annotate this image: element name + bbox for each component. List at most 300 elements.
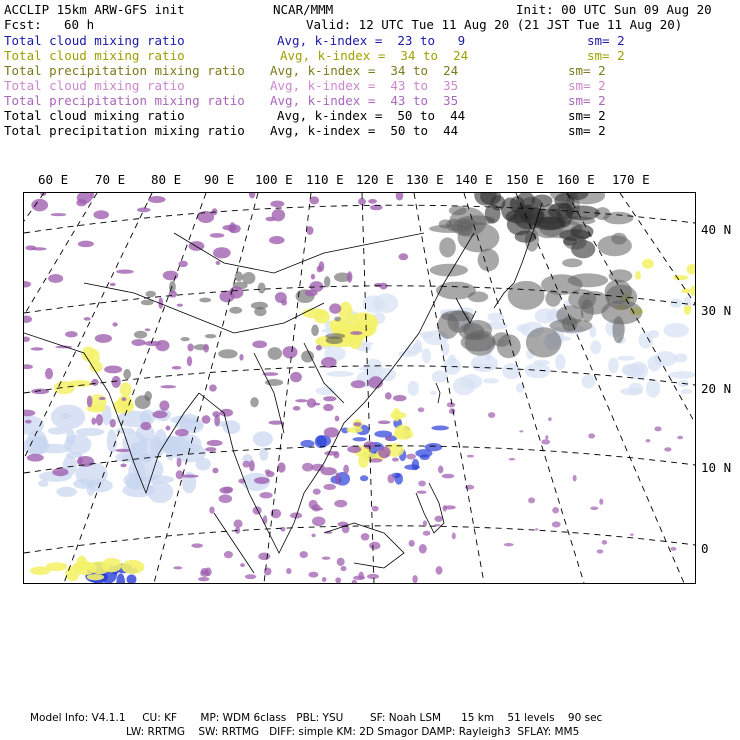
mid-precip-purple [87, 395, 93, 407]
mid-precip-purple [253, 506, 262, 514]
mid-precip-purple [264, 568, 272, 576]
mid-cloud-yellow-patch [121, 560, 144, 574]
mid-precip-purple [212, 411, 220, 417]
mid-precip-purple [27, 454, 44, 462]
mid-precip-purple [311, 274, 315, 280]
longitude-label: 130 E [406, 172, 444, 187]
mid-precip-purple [347, 446, 361, 453]
low-cloud-field [66, 429, 75, 446]
high-cloud-gray [268, 347, 282, 360]
mid-precip-purple [535, 528, 538, 530]
high-cloud-gray [436, 282, 476, 300]
mid-precip-purple [219, 494, 233, 503]
map-panel [23, 192, 696, 584]
mid-precip-purple [176, 470, 184, 479]
mid-precip-purple [519, 430, 523, 432]
longitude-label: 150 E [506, 172, 544, 187]
low-cloud-field [669, 371, 695, 379]
mid-precip-purple [367, 574, 379, 579]
mid-precip-purple [140, 422, 151, 430]
mid-precip-purple [588, 433, 595, 438]
mid-cloud-yellow-patch [687, 264, 695, 274]
coastline [436, 383, 440, 403]
low-cloud-blue-cell [116, 573, 125, 583]
longitude-label: 90 E [204, 172, 235, 187]
mid-precip-purple [452, 533, 456, 540]
mid-precip-purple [24, 410, 35, 417]
mid-precip-purple [65, 331, 78, 337]
mid-precip-purple [205, 447, 216, 452]
low-cloud-field [408, 381, 419, 396]
high-cloud-gray [429, 224, 470, 232]
mid-precip-purple [293, 406, 301, 411]
mid-precip-purple [280, 527, 285, 532]
high-cloud-gray [545, 291, 561, 307]
mid-precip-purple [295, 399, 308, 402]
high-cloud-gray [229, 307, 242, 314]
mid-precip-purple [78, 456, 83, 464]
high-cloud-gray [123, 369, 131, 379]
mid-precip-purple [438, 466, 443, 474]
low-cloud-field [56, 487, 76, 497]
mid-precip-purple [121, 397, 126, 401]
mid-precip-purple [449, 408, 455, 414]
fcst-label: Fcst: [4, 17, 42, 32]
high-cloud-gray [301, 350, 314, 362]
low-cloud-field [259, 448, 268, 461]
mid-precip-purple [203, 344, 209, 353]
longitude-gridline [24, 193, 44, 583]
legend-field: Total cloud mixing ratio [4, 108, 185, 123]
mid-precip-purple [299, 551, 307, 558]
mid-precip-purple [201, 568, 209, 575]
mid-cloud-yellow-patch [46, 562, 68, 571]
mid-precip-purple [177, 458, 182, 467]
low-cloud-field [175, 421, 202, 430]
low-cloud-field [472, 363, 495, 368]
model-info-line1: Model Info: V4.1.1 CU: KF MP: WDM 6class PBL: YSU SF: Noah LSM 15 km 51 levels 90 sec [30, 712, 603, 724]
mid-precip-purple [442, 474, 454, 479]
mid-precip-purple [317, 266, 322, 273]
legend-avg-range: Avg, k-index = 34 to 24 [280, 48, 469, 63]
mid-precip-purple [160, 385, 176, 388]
mid-precip-purple [406, 454, 416, 460]
mid-precip-purple [412, 575, 417, 583]
latitude-label: 20 N [701, 381, 732, 396]
mid-cloud-yellow-patch [302, 308, 328, 318]
mid-precip-purple [447, 402, 456, 407]
low-cloud-field [608, 358, 618, 373]
high-cloud-gray [441, 311, 474, 322]
mid-precip-purple [548, 417, 552, 421]
mid-precip-purple [45, 368, 53, 379]
model-info-line2: LW: RRTMG SW: RRTMG DIFF: simple KM: 2D Smagor DAMP: Rayleigh3 SFLAY: MM5 [126, 726, 580, 738]
mid-precip-purple [177, 304, 183, 307]
latitude-label: 10 N [701, 460, 732, 475]
mid-precip-purple [664, 447, 671, 451]
mid-precip-purple [368, 199, 377, 204]
mid-precip-purple [552, 507, 559, 513]
mid-precip-purple [93, 210, 109, 219]
mid-precip-purple [202, 415, 211, 424]
map-canvas [24, 193, 695, 583]
mid-precip-purple [307, 398, 316, 407]
high-cloud-gray [597, 235, 631, 256]
mid-precip-purple [99, 397, 106, 400]
legend-field: Total cloud mixing ratio [4, 78, 185, 93]
mid-precip-purple [385, 392, 392, 399]
mid-precip-purple [337, 558, 345, 566]
mid-precip-purple [166, 426, 171, 431]
mid-precip-purple [223, 486, 233, 492]
mid-cloud-yellow-patch [690, 286, 695, 296]
low-cloud-field [674, 353, 687, 362]
mid-precip-purple [552, 521, 561, 527]
mid-precip-purple [175, 429, 189, 437]
high-cloud-gray [242, 272, 255, 284]
mid-precip-purple [234, 520, 243, 528]
mid-precip-purple [286, 568, 291, 574]
mid-precip-purple [369, 542, 380, 550]
longitude-label: 60 E [38, 172, 69, 187]
high-cloud-dark [532, 195, 553, 208]
mid-precip-purple [137, 208, 151, 213]
high-cloud-gray [135, 395, 151, 409]
mid-precip-purple [159, 400, 169, 410]
mid-precip-purple [654, 426, 661, 431]
mid-precip-purple [209, 507, 214, 514]
longitude-label: 140 E [455, 172, 493, 187]
mid-precip-purple [541, 439, 550, 444]
mid-precip-purple [219, 291, 234, 303]
mid-precip-purple [224, 551, 233, 558]
low-cloud-blue-cell [404, 464, 420, 470]
mid-precip-purple [131, 339, 145, 346]
mid-precip-purple [191, 543, 203, 548]
longitude-gridline [362, 193, 374, 583]
low-cloud-field [617, 356, 635, 361]
high-cloud-gray [235, 271, 243, 281]
mid-precip-purple [265, 469, 271, 474]
low-cloud-field [48, 427, 69, 434]
mid-precip-purple [335, 472, 340, 484]
valid-time: Valid: 12 UTC Tue 11 Aug 20 (21 JST Tue 11 Aug 20) [306, 17, 683, 32]
mid-precip-purple [198, 577, 209, 581]
mid-precip-purple [418, 407, 425, 412]
legend-field: Total precipitation mixing ratio [4, 93, 245, 108]
low-cloud-field [107, 429, 117, 453]
mid-precip-purple [352, 580, 357, 583]
mid-precip-purple [573, 475, 577, 482]
legend-field: Total cloud mixing ratio [4, 33, 185, 48]
mid-precip-purple [378, 420, 391, 424]
coastline [174, 233, 424, 273]
mid-precip-purple [243, 461, 251, 468]
longitude-label: 70 E [95, 172, 126, 187]
mid-cloud-yellow-patch [681, 289, 691, 294]
mid-precip-purple [488, 412, 495, 418]
mid-precip-purple [95, 334, 112, 343]
mid-precip-purple [369, 458, 383, 462]
mid-precip-purple [387, 474, 394, 483]
high-cloud-gray [134, 331, 147, 339]
model-title: ACCLIP 15km ARW-GFS init [4, 2, 185, 17]
mid-precip-purple [335, 416, 340, 422]
mid-precip-purple [399, 253, 409, 260]
mid-precip-purple [324, 451, 337, 456]
mid-precip-purple [116, 269, 134, 273]
mid-precip-purple [209, 384, 217, 391]
low-cloud-field [88, 479, 113, 492]
legend-smoothing: sm= 2 [587, 48, 625, 63]
mid-precip-purple [212, 468, 218, 474]
mid-precip-purple [277, 462, 285, 472]
high-cloud-gray [461, 333, 496, 351]
low-cloud-field [639, 332, 653, 348]
mid-cloud-yellow-patch [392, 408, 400, 421]
mid-precip-purple [181, 475, 198, 478]
mid-precip-purple [240, 563, 245, 567]
legend-field: Total precipitation mixing ratio [4, 123, 245, 138]
low-cloud-field [173, 434, 202, 455]
mid-precip-purple [51, 213, 67, 216]
legend-smoothing: sm= 2 [568, 123, 606, 138]
fcst-value: 60 h [64, 17, 95, 32]
mid-precip-purple [351, 380, 366, 388]
mid-precip-purple [646, 439, 651, 443]
longitude-label: 110 E [306, 172, 344, 187]
mid-precip-purple [169, 291, 177, 298]
mid-precip-purple [545, 435, 548, 439]
mid-precip-purple [372, 506, 379, 512]
low-cloud-field [147, 481, 173, 503]
low-cloud-field [26, 430, 47, 455]
high-cloud-gray [258, 283, 266, 294]
mid-precip-purple [25, 420, 32, 424]
coastline [84, 283, 324, 333]
mid-precip-purple [443, 505, 447, 511]
high-cloud-gray [508, 281, 545, 310]
high-cloud-gray [497, 334, 521, 358]
mid-precip-purple [290, 372, 302, 383]
low-cloud-field [663, 323, 688, 337]
mid-precip-purple [630, 534, 634, 536]
high-cloud-gray [526, 327, 562, 357]
mid-precip-purple [353, 422, 361, 426]
legend-smoothing: sm= 2 [568, 78, 606, 93]
legend-avg-range: Avg, k-index = 43 to 35 [270, 93, 459, 108]
mid-precip-purple [216, 261, 221, 265]
mid-precip-purple [436, 566, 443, 574]
high-cloud-gray [326, 336, 343, 344]
low-cloud-field [326, 371, 354, 377]
mid-precip-purple [120, 464, 126, 468]
high-cloud-gray [311, 325, 319, 336]
low-cloud-blue-cell [353, 437, 367, 441]
mid-precip-purple [24, 337, 30, 342]
mid-precip-purple [115, 449, 130, 452]
legend-field: Total cloud mixing ratio [4, 48, 185, 63]
legend-smoothing: sm= 2 [568, 93, 606, 108]
low-cloud-field [555, 354, 565, 370]
mid-precip-purple [148, 196, 166, 203]
low-cloud-field [460, 374, 482, 389]
mid-cloud-yellow-patch [642, 259, 654, 269]
high-cloud-gray [218, 349, 237, 358]
low-cloud-field [432, 370, 448, 382]
mid-precip-purple [323, 404, 334, 411]
mid-precip-purple [112, 322, 117, 326]
mid-precip-purple [419, 544, 427, 554]
mid-precip-purple [24, 281, 31, 287]
mid-precip-purple [677, 436, 683, 440]
high-cloud-gray [612, 316, 624, 343]
mid-precip-purple [322, 577, 327, 582]
mid-precip-purple [173, 566, 182, 569]
low-cloud-field [38, 480, 48, 487]
longitude-label: 120 E [356, 172, 394, 187]
mid-precip-purple [434, 516, 442, 522]
low-cloud-field [412, 343, 419, 349]
mid-precip-purple [259, 492, 272, 498]
mid-precip-purple [361, 533, 370, 540]
mid-precip-purple [269, 236, 285, 244]
mid-precip-purple [358, 572, 363, 580]
mid-precip-purple [306, 226, 313, 235]
mid-precip-purple [418, 480, 426, 486]
mid-precip-purple [423, 531, 431, 536]
legend-smoothing: sm= 2 [568, 108, 606, 123]
longitude-label: 160 E [557, 172, 595, 187]
mid-precip-purple [84, 317, 91, 320]
mid-precip-purple [249, 193, 256, 199]
high-cloud-gray [334, 317, 341, 322]
mid-precip-purple [329, 303, 341, 313]
low-cloud-field [483, 378, 499, 384]
mid-cloud-yellow-patch [346, 427, 362, 433]
high-cloud-gray [250, 397, 258, 407]
legend-avg-range: Avg, k-index = 50 to 44 [270, 123, 459, 138]
mid-precip-purple [96, 414, 103, 426]
low-cloud-blue-cell [394, 473, 403, 485]
latitude-gridline [24, 526, 695, 553]
mid-precip-purple [504, 543, 514, 546]
high-cloud-gray [145, 291, 156, 297]
mid-cloud-yellow-patch [347, 312, 378, 333]
mid-cloud-yellow-patch [120, 382, 132, 396]
mid-cloud-yellow-patch [90, 361, 103, 372]
mid-precip-purple [467, 455, 474, 458]
mid-precip-purple [323, 484, 335, 490]
mid-precip-purple [163, 271, 179, 281]
longitude-label: 100 E [255, 172, 293, 187]
mid-precip-purple [245, 574, 256, 579]
mid-cloud-yellow-patch [54, 381, 75, 394]
low-cloud-blue-cell [127, 574, 137, 583]
low-cloud-blue-cell [300, 440, 314, 448]
mid-precip-purple [31, 347, 44, 350]
mid-precip-purple [597, 549, 604, 553]
high-cloud-gray [439, 237, 456, 257]
high-cloud-dark [548, 203, 574, 220]
mid-precip-purple [670, 547, 676, 551]
mid-precip-purple [396, 193, 404, 201]
mid-precip-purple [599, 498, 603, 504]
mid-precip-purple [322, 557, 331, 560]
low-cloud-field [253, 431, 273, 446]
mid-precip-purple [144, 341, 161, 346]
mid-precip-purple [509, 458, 516, 460]
high-cloud-gray [205, 334, 216, 338]
mid-precip-purple [78, 241, 94, 247]
low-cloud-field [442, 342, 450, 355]
mid-precip-purple [258, 553, 270, 561]
mid-precip-purple [110, 419, 116, 428]
mid-precip-purple [239, 354, 243, 361]
mid-precip-purple [91, 379, 98, 386]
mid-precip-purple [350, 331, 362, 335]
mid-precip-purple [528, 497, 535, 503]
low-cloud-field [502, 363, 521, 379]
high-cloud-dark [570, 224, 593, 239]
coastline [324, 523, 404, 568]
mid-precip-purple [272, 209, 285, 221]
legend-smoothing: sm= 2 [568, 63, 606, 78]
high-cloud-gray [324, 276, 330, 287]
mid-precip-purple [48, 274, 63, 283]
mid-precip-purple [270, 201, 284, 208]
high-cloud-gray [251, 302, 268, 310]
high-cloud-dark [506, 210, 532, 224]
mid-precip-purple [187, 343, 193, 351]
mid-precip-purple [172, 366, 182, 369]
mid-precip-purple [417, 490, 427, 493]
mid-cloud-yellow-patch [635, 271, 641, 280]
mid-precip-purple [252, 340, 267, 348]
low-cloud-field [471, 355, 498, 373]
low-cloud-field [223, 420, 241, 434]
low-cloud-field [582, 374, 596, 388]
low-cloud-field [430, 391, 436, 396]
high-cloud-gray [199, 298, 211, 303]
mid-precip-purple [378, 446, 391, 458]
mid-cloud-yellow-patch [684, 305, 691, 311]
legend-avg-range: Avg, k-index = 34 to 24 [270, 63, 459, 78]
mid-precip-purple [409, 540, 415, 547]
mid-precip-purple [207, 440, 223, 446]
longitude-label: 80 E [151, 172, 182, 187]
mid-precip-purple [335, 577, 341, 583]
mid-precip-purple [312, 504, 321, 511]
mid-precip-purple [263, 515, 268, 524]
latitude-label: 30 N [701, 303, 732, 318]
mid-precip-purple [104, 365, 122, 373]
mid-precip-purple [313, 489, 321, 495]
low-cloud-field [628, 383, 643, 395]
mid-precip-purple [24, 364, 33, 369]
mid-precip-purple [393, 395, 407, 401]
mid-cloud-yellow-patch [394, 429, 413, 439]
mid-precip-purple [334, 500, 347, 508]
low-cloud-blue-cell [425, 443, 443, 451]
legend-field: Total precipitation mixing ratio [4, 63, 245, 78]
mid-precip-purple [52, 468, 68, 476]
mid-precip-purple [316, 345, 322, 351]
mid-precip-purple [311, 534, 315, 538]
org-label: NCAR/MMM [273, 2, 334, 17]
high-cloud-gray [609, 269, 633, 282]
mid-precip-purple [324, 427, 339, 437]
